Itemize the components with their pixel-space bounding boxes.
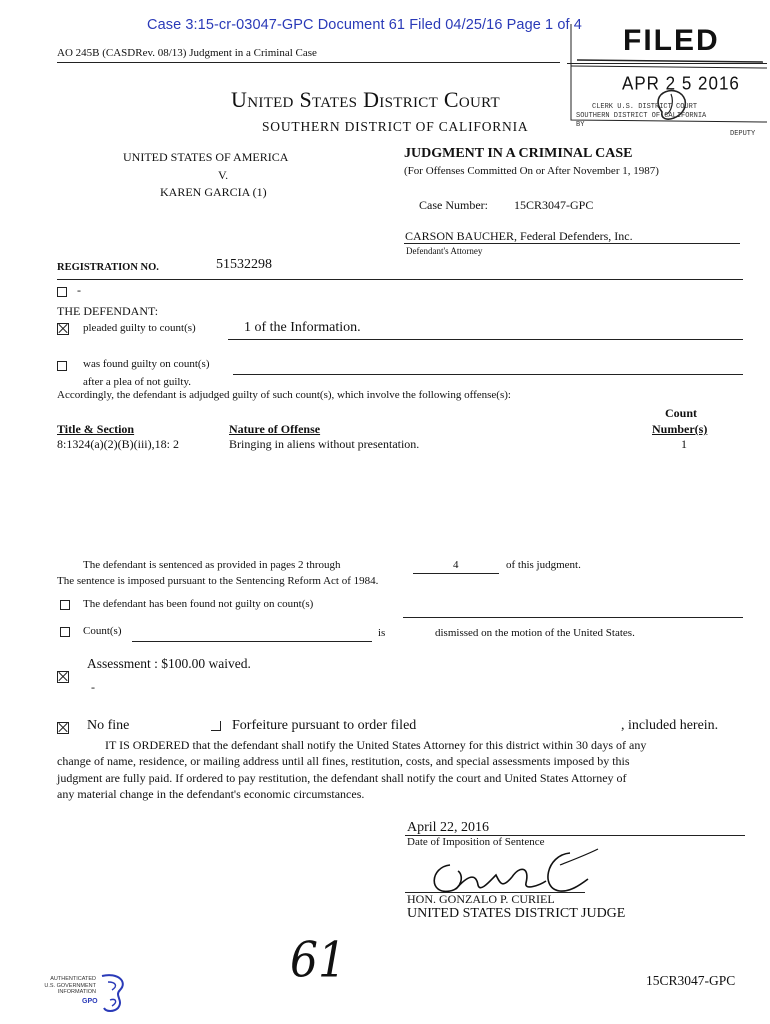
assessment-checkbox-checked [57, 671, 69, 683]
sentenced-suffix: of this judgment. [506, 559, 581, 571]
plaintiff: UNITED STATES OF AMERICA [123, 150, 289, 164]
judgment-subtitle: (For Offenses Committed On or After November 1, 1987) [404, 165, 659, 177]
assessment-text: Assessment : $100.00 waived. [87, 656, 251, 671]
col-count-2: Number(s) [652, 422, 708, 436]
counts-checkbox [60, 627, 70, 637]
sentenced-prefix: The defendant is sentenced as provided in pages 2 through [83, 559, 341, 571]
blank-checkbox [57, 287, 67, 297]
included-herein: , included herein. [621, 718, 719, 733]
district-name: SOUTHERN DISTRICT OF CALIFORNIA [262, 119, 529, 134]
imposition-label: Date of Imposition of Sentence [407, 836, 545, 848]
dismissed-text: dismissed on the motion of the United States. [435, 627, 635, 639]
ordered-line-2: change of name, residence, or mailing address until all fines, restitution, costs, and special assessments imposed by this [57, 754, 630, 768]
stamp-filed-text: FILED [623, 24, 720, 57]
case-number: 15CR3047-GPC [514, 198, 594, 212]
pleaded-rule [228, 339, 743, 340]
gpo-line-1: AUTHENTICATED [50, 976, 96, 982]
imposition-date: April 22, 2016 [407, 820, 490, 835]
col-nature: Nature of Offense [229, 422, 321, 436]
versus: V. [218, 168, 229, 182]
stamp-clerk: CLERK U.S. DISTRICT COURT [592, 103, 698, 111]
reform-act: The sentence is imposed pursuant to the Sentencing Reform Act of 1984. [57, 575, 379, 587]
not-guilty-rule [403, 617, 743, 618]
col-count-1: Count [665, 406, 698, 420]
after-plea: after a plea of not guilty. [83, 376, 192, 388]
sentenced-pages: 4 [453, 559, 459, 571]
ordered-line-1: IT IS ORDERED that the defendant shall notify the United States Attorney for this district within 30 days of any [105, 738, 647, 752]
registration-label: REGISTRATION NO. [57, 262, 159, 273]
defendant-name: KAREN GARCIA (1) [160, 185, 267, 199]
not-guilty-checkbox [60, 600, 70, 610]
counts-rule [132, 641, 372, 642]
the-defendant-label: THE DEFENDANT: [57, 304, 159, 318]
eagle-icon [98, 972, 130, 1014]
offense-row-count: 1 [681, 437, 687, 451]
no-fine-checkbox-checked [57, 722, 69, 734]
dash-mark: - [77, 283, 81, 297]
filing-header: Case 3:15-cr-03047-GPC Document 61 Filed 04/25/16 Page 1 of 4 [147, 17, 582, 33]
registration-no: 51532298 [216, 257, 272, 272]
gpo-logo [30, 972, 130, 1016]
gpo-line-4: GPO [82, 998, 98, 1005]
found-guilty-checkbox [57, 361, 67, 371]
attorney: CARSON BAUCHER, Federal Defenders, Inc. [405, 229, 633, 243]
pleaded-value: 1 of the Information. [244, 320, 361, 335]
judge-title: UNITED STATES DISTRICT JUDGE [407, 906, 626, 921]
attorney-label: Defendant's Attorney [406, 246, 483, 256]
is-label: is [378, 627, 386, 639]
offense-row-nature: Bringing in aliens without presentation. [229, 437, 420, 451]
ordered-line-3: judgment are fully paid. If ordered to pay restitution, the defendant shall notify the court and United States Attorney of [57, 771, 627, 785]
case-number-label: Case Number: [419, 198, 488, 212]
offense-row-title: 8:1324(a)(2)(B)(iii),18: 2 [57, 437, 179, 451]
ordered-line-4: any material change in the defendant's economic circumstances. [57, 787, 365, 801]
judgment-title: JUDGMENT IN A CRIMINAL CASE [404, 146, 633, 161]
no-fine-label: No fine [87, 718, 130, 733]
col-title-section: Title & Section [57, 422, 135, 436]
sentenced-pages-rule [413, 573, 499, 574]
counts-label: Count(s) [83, 625, 122, 637]
stamp-southern: SOUTHERN DISTRICT OF CALIFORNIA [576, 112, 707, 120]
form-id-rule-right [567, 63, 767, 64]
gpo-line-2: U.S. GOVERNMENT [44, 982, 96, 989]
not-guilty-label: The defendant has been found not guilty on count(s) [83, 598, 314, 610]
found-guilty-rule [233, 374, 743, 375]
stamp-by: BY [576, 121, 585, 129]
pleaded-checkbox-checked [57, 323, 69, 335]
footer-case-number: 15CR3047-GPC [646, 973, 736, 988]
registration-rule [57, 279, 743, 280]
judge-name: HON. GONZALO P. CURIEL [407, 892, 555, 906]
found-guilty-label: was found guilty on count(s) [83, 358, 210, 370]
form-id: AO 245B (CASDRev. 08/13) Judgment in a Criminal Case [57, 47, 317, 59]
gpo-line-3: INFORMATION [57, 989, 96, 995]
forfeiture-label: Forfeiture pursuant to order filed [232, 718, 417, 733]
stamp-deputy: DEPUTY [730, 130, 756, 138]
pleaded-label: pleaded guilty to count(s) [83, 322, 196, 334]
assessment-dash: - [91, 680, 95, 694]
accordingly: Accordingly, the defendant is adjudged guilty of such count(s), which involve the following offense(s): [57, 389, 511, 401]
handwritten-doc-number: 61 [290, 932, 346, 989]
court-title: United States District Court [231, 87, 500, 112]
stamp-date: APR 2 5 2016 [622, 73, 740, 94]
forfeiture-checkbox [211, 721, 221, 731]
attorney-rule [404, 243, 740, 244]
form-id-rule [57, 62, 560, 63]
